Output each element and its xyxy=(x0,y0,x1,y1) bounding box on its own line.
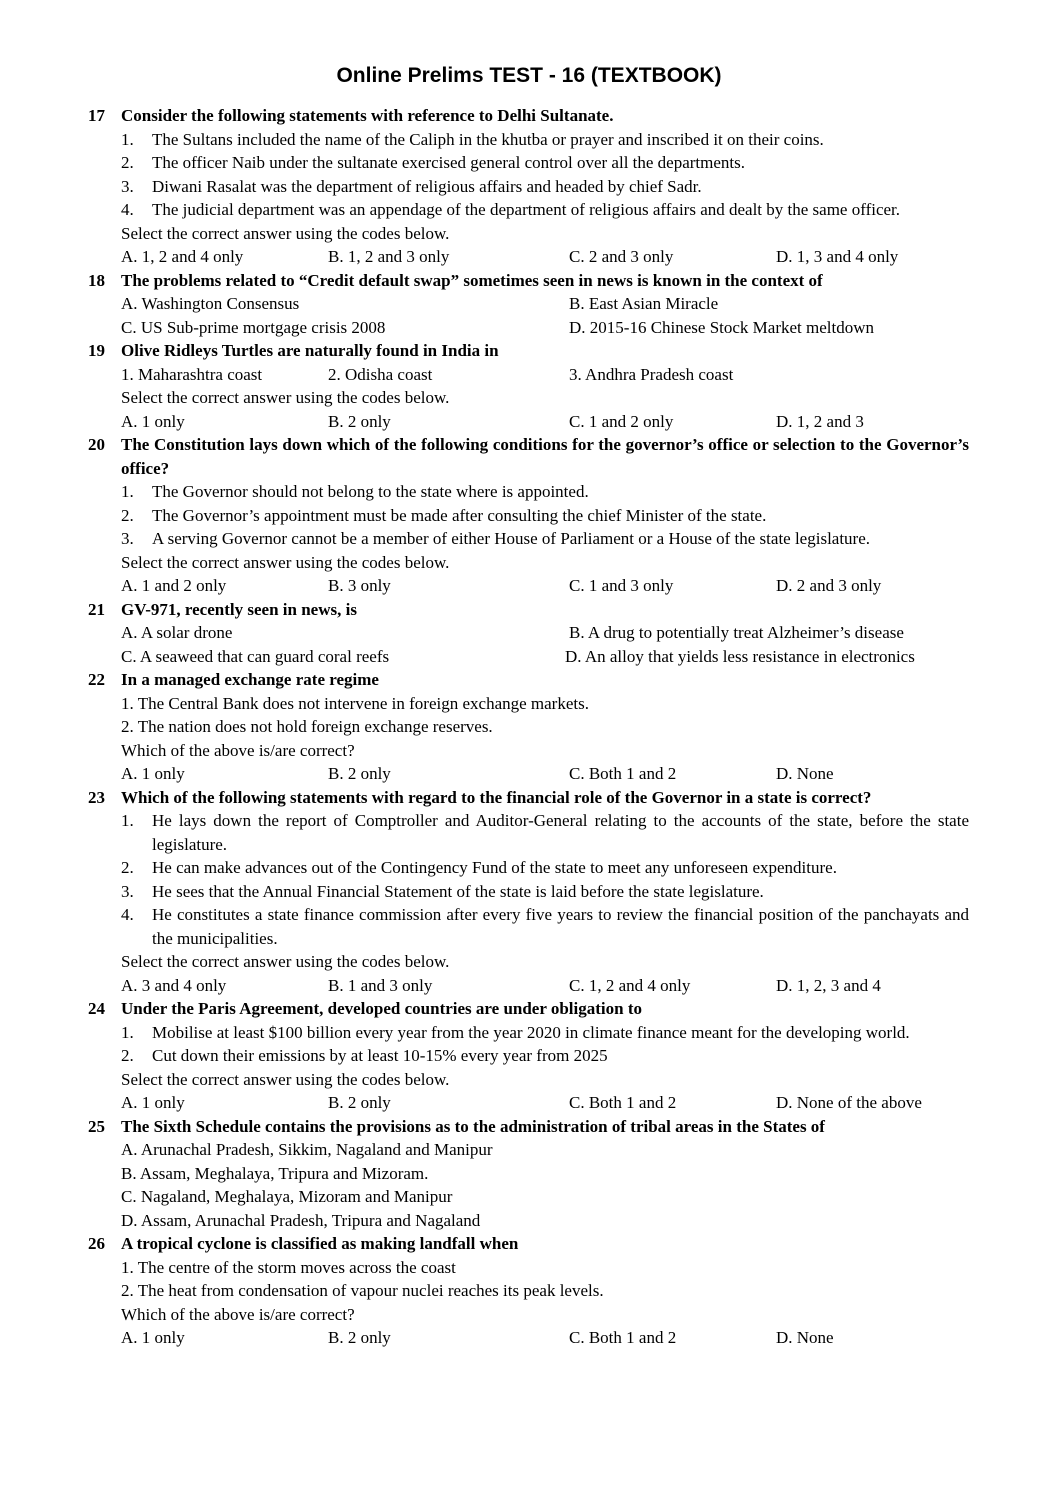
question-text: The Constitution lays down which of the following conditions for the governor’s office or selection to the Governor’s office? xyxy=(121,435,969,478)
statement: 1. The centre of the storm moves across the coast xyxy=(121,1257,456,1277)
option-c[interactable]: C. Both 1 and 2 xyxy=(569,1093,677,1112)
statement: 1. He lays down the report of Comptroller and Auditor-General relating to the accounts of the state, before the state legislature. xyxy=(121,811,969,854)
answer-instruction: Select the correct answer using the codes below. xyxy=(121,1069,450,1089)
option-d[interactable]: D. None xyxy=(776,764,834,783)
answer-options xyxy=(121,974,969,998)
option-b[interactable]: B. 1 and 3 only xyxy=(328,975,433,995)
question-text: GV-971, recently seen in news, is xyxy=(121,599,357,619)
answer-options xyxy=(121,1091,969,1115)
statement: 3. Andhra Pradesh coast xyxy=(569,364,734,384)
statement: 2. The officer Naib under the sultanate exercised general control over all the departments. xyxy=(121,153,746,172)
option-d[interactable]: D. Assam, Arunachal Pradesh, Tripura and Nagaland xyxy=(121,1210,481,1230)
question-number: 25 xyxy=(88,1116,105,1136)
question-number: 23 xyxy=(88,787,105,807)
option-d[interactable]: D. An alloy that yields less resistance in electronics xyxy=(565,646,915,666)
option-c[interactable]: C. A seaweed that can guard coral reefs xyxy=(121,646,390,666)
answer-options xyxy=(121,316,969,340)
question-21 xyxy=(88,598,969,669)
statement: 1. The Sultans included the name of the Caliph in the khutba or prayer and inscribed it on their coins. xyxy=(121,129,824,149)
option-b[interactable]: B. 2 only xyxy=(328,1093,391,1112)
question-text: A tropical cyclone is classified as making landfall when xyxy=(121,1234,519,1253)
answer-options xyxy=(121,762,969,786)
statement: 3. Diwani Rasalat was the department of religious affairs and headed by chief Sadr. xyxy=(121,176,702,196)
question-19 xyxy=(88,339,969,433)
option-d[interactable]: D. 1, 2, 3 and 4 xyxy=(776,975,881,995)
statement: 1. The Central Bank does not intervene in foreign exchange markets. xyxy=(121,693,589,713)
question-list xyxy=(88,104,969,1350)
option-d[interactable]: D. 2 and 3 only xyxy=(776,576,882,595)
question-text: In a managed exchange rate regime xyxy=(121,670,379,689)
option-b[interactable]: B. 2 only xyxy=(328,1328,391,1347)
statement: 1. The Governor should not belong to the state where is appointed. xyxy=(121,482,589,501)
question-text: Consider the following statements with reference to Delhi Sultanate. xyxy=(121,106,614,125)
question-text: Olive Ridleys Turtles are naturally found in India in xyxy=(121,341,499,360)
answer-options xyxy=(121,574,969,598)
question-20 xyxy=(88,433,969,598)
option-a[interactable]: A. 1 only xyxy=(121,1328,185,1347)
statement: 4. He constitutes a state finance commission after every five years to review the financial position of the panchayats and the municipalities. xyxy=(121,905,969,948)
option-a[interactable]: A. 1 only xyxy=(121,411,185,431)
option-b[interactable]: B. 2 only xyxy=(328,411,391,431)
question-number: 22 xyxy=(88,670,105,689)
option-a[interactable]: A. 1 only xyxy=(121,1093,185,1112)
option-a[interactable]: A. 1 and 2 only xyxy=(121,576,227,595)
answer-instruction: Which of the above is/are correct? xyxy=(121,740,355,760)
option-d[interactable]: D. 1, 2 and 3 xyxy=(776,411,864,431)
option-b[interactable]: B. East Asian Miracle xyxy=(569,294,719,313)
answer-options xyxy=(121,1326,969,1350)
option-a[interactable]: A. A solar drone xyxy=(121,623,233,642)
question-number: 18 xyxy=(88,270,105,290)
option-d[interactable]: D. None of the above xyxy=(776,1093,922,1112)
option-c[interactable]: C. US Sub-prime mortgage crisis 2008 xyxy=(121,317,386,337)
question-number: 17 xyxy=(88,106,105,125)
answer-options xyxy=(121,292,969,316)
question-18 xyxy=(88,269,969,340)
option-c[interactable]: C. 1 and 2 only xyxy=(569,411,674,431)
answer-instruction: Select the correct answer using the codes below. xyxy=(121,552,450,572)
answer-options xyxy=(121,645,969,669)
question-text: Which of the following statements with regard to the financial role of the Governor in a state is correct? xyxy=(121,787,872,807)
option-c[interactable]: C. Nagaland, Meghalaya, Mizoram and Manipur xyxy=(121,1187,453,1206)
answer-instruction: Select the correct answer using the codes below. xyxy=(121,223,450,243)
option-d[interactable]: D. 2015-16 Chinese Stock Market meltdown xyxy=(569,317,875,337)
question-26 xyxy=(88,1232,969,1350)
option-c[interactable]: C. 1, 2 and 4 only xyxy=(569,975,691,995)
answer-options xyxy=(121,410,969,434)
answer-instruction: Select the correct answer using the codes below. xyxy=(121,952,450,971)
statement: 3. A serving Governor cannot be a member of either House of Parliament or a House of the state legislature. xyxy=(121,529,871,548)
statement: 2. The nation does not hold foreign exchange reserves. xyxy=(121,717,493,736)
question-text: The Sixth Schedule contains the provisions as to the administration of tribal areas in the States of xyxy=(121,1116,825,1136)
question-number: 21 xyxy=(88,599,105,619)
statement: 2. Odisha coast xyxy=(328,364,433,384)
answer-options xyxy=(121,245,969,269)
option-a[interactable]: A. 3 and 4 only xyxy=(121,975,227,995)
question-number: 19 xyxy=(88,341,105,360)
question-number: 26 xyxy=(88,1234,105,1253)
statement: 3. He sees that the Annual Financial Statement of the state is laid before the state legislature. xyxy=(121,881,764,901)
question-17 xyxy=(88,104,969,269)
option-d[interactable]: D. None xyxy=(776,1328,834,1347)
option-c[interactable]: C. 1 and 3 only xyxy=(569,576,674,595)
option-b[interactable]: B. 2 only xyxy=(328,764,391,783)
statement-items xyxy=(121,363,969,387)
question-text: The problems related to “Credit default swap” sometimes seen in news is known in the context of xyxy=(121,270,823,290)
statement: 1. Maharashtra coast xyxy=(121,364,263,384)
option-a[interactable]: A. 1 only xyxy=(121,764,185,783)
statement: 2. Cut down their emissions by at least 10-15% every year from 2025 xyxy=(121,1046,608,1065)
statement: 4. The judicial department was an appendage of the department of religious affairs and dealt by the same officer. xyxy=(121,200,901,219)
statement: 2. The Governor’s appointment must be made after consulting the chief Minister of the state. xyxy=(121,505,767,525)
question-number: 20 xyxy=(88,435,105,454)
option-b[interactable]: B. Assam, Meghalaya, Tripura and Mizoram. xyxy=(121,1163,429,1183)
option-b[interactable]: B. 1, 2 and 3 only xyxy=(328,247,450,266)
option-b[interactable]: B. 3 only xyxy=(328,576,391,595)
option-a[interactable]: A. Arunachal Pradesh, Sikkim, Nagaland and Manipur xyxy=(121,1140,493,1159)
option-c[interactable]: C. 2 and 3 only xyxy=(569,247,674,266)
answer-options xyxy=(121,621,969,645)
answer-instruction: Which of the above is/are correct? xyxy=(121,1304,355,1324)
statement: 1. Mobilise at least $100 billion every year from the year 2020 in climate finance meant for the developing world. xyxy=(121,1022,910,1042)
page-title: Online Prelims TEST - 16 (TEXTBOOK) xyxy=(336,64,722,87)
option-b[interactable]: B. A drug to potentially treat Alzheimer’s disease xyxy=(569,623,904,642)
answer-instruction: Select the correct answer using the codes below. xyxy=(121,388,450,407)
question-23 xyxy=(88,786,969,998)
option-a[interactable]: A. 1, 2 and 4 only xyxy=(121,247,244,266)
option-c[interactable]: C. Both 1 and 2 xyxy=(569,764,677,783)
option-c[interactable]: C. Both 1 and 2 xyxy=(569,1328,677,1347)
question-text: Under the Paris Agreement, developed countries are under obligation to xyxy=(121,999,642,1018)
statement: 2. The heat from condensation of vapour nuclei reaches its peak levels. xyxy=(121,1281,604,1300)
question-number: 24 xyxy=(88,999,105,1018)
option-d[interactable]: D. 1, 3 and 4 only xyxy=(776,247,899,266)
option-a[interactable]: A. Washington Consensus xyxy=(121,294,300,313)
question-24 xyxy=(88,997,969,1115)
question-25 xyxy=(88,1115,969,1233)
statement: 2. He can make advances out of the Contingency Fund of the state to meet any unforeseen expenditure. xyxy=(121,858,837,877)
question-22 xyxy=(88,668,969,786)
